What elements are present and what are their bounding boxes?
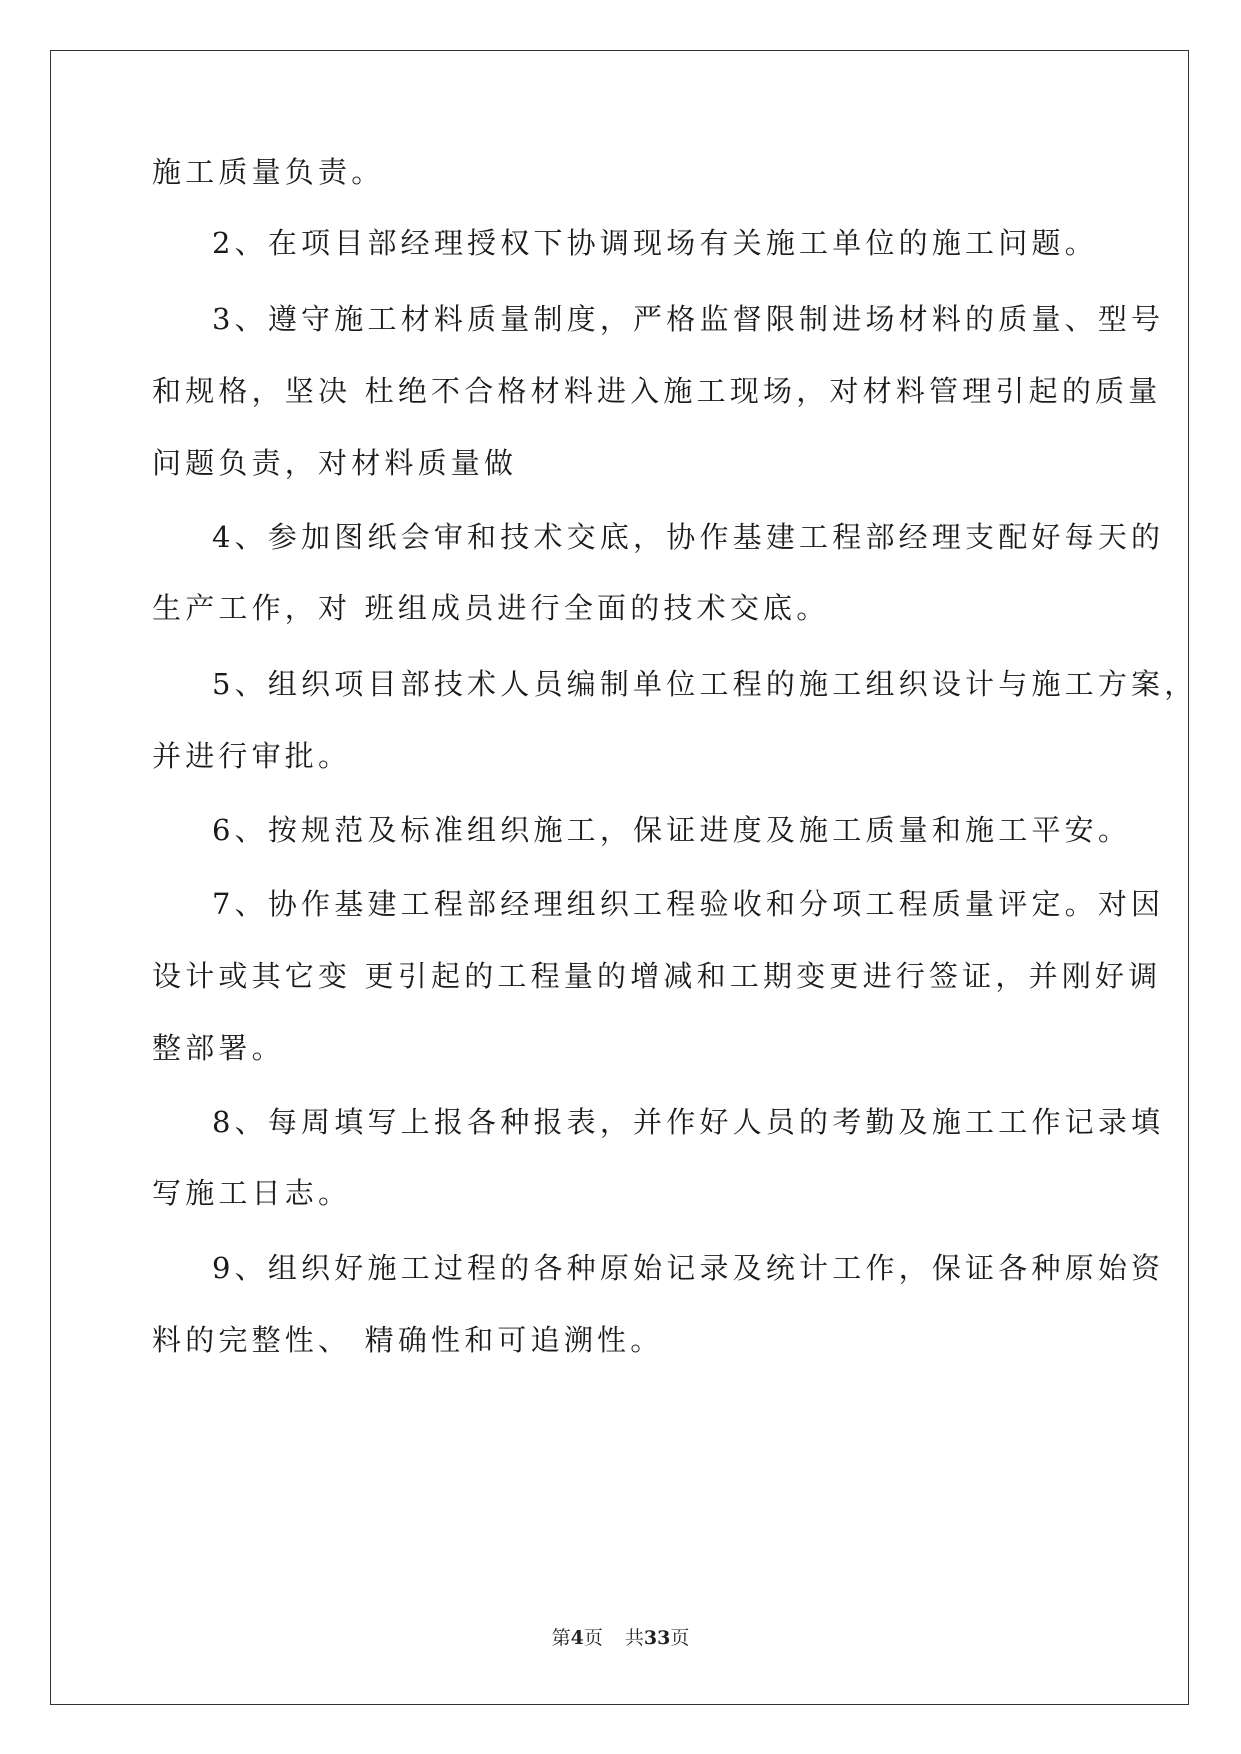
item-6-line-1: 6、按规范及标准组织施工，保证进度及施工质量和施工平安。 [212, 813, 1132, 847]
page-footer [0, 1626, 1241, 1650]
item-3-line-1: 3、遵守施工材料质量制度，严格监督限制进场材料的质量、型号 [212, 302, 1165, 336]
item-9-line-1: 9、组织好施工过程的各种原始记录及统计工作，保证各种原始资 [212, 1251, 1165, 1285]
item-3-line-3: 问题负责，对材料质量做 [152, 446, 518, 480]
item-2-line-1: 2、在项目部经理授权下协调现场有关施工单位的施工问题。 [212, 226, 1098, 260]
item-7-line-1: 7、协作基建工程部经理组织工程验收和分项工程质量评定。对因 [212, 887, 1165, 921]
footer-total-pages: 33 [643, 1627, 671, 1649]
item-5-line-2: 并进行审批。 [152, 739, 352, 773]
footer-page-prefix: 第 [551, 1627, 571, 1649]
footer-page-number: 4 [570, 1627, 584, 1649]
item-5-line-1: 5、组织项目部技术人员编制单位工程的施工组织设计与施工方案， [212, 667, 1198, 701]
footer-page-suffix: 页 [583, 1627, 603, 1649]
footer-total-suffix: 页 [670, 1627, 690, 1649]
footer-total-prefix: 共 [624, 1627, 644, 1649]
item-7-line-2: 设计或其它变 更引起的工程量的增减和工期变更进行签证，并刚好调 [152, 959, 1162, 993]
page-border [50, 50, 1189, 1705]
item-4-line-2: 生产工作，对 班组成员进行全面的技术交底。 [152, 591, 830, 625]
item-8-line-2: 写施工日志。 [152, 1176, 352, 1210]
item-7-line-3: 整部署。 [152, 1031, 285, 1065]
item-9-line-2: 料的完整性、 精确性和可追溯性。 [152, 1323, 664, 1357]
item-4-line-1: 4、参加图纸会审和技术交底，协作基建工程部经理支配好每天的 [212, 520, 1165, 554]
body-line-1: 施工质量负责。 [152, 155, 385, 189]
item-3-line-2: 和规格，坚决 杜绝不合格材料进入施工现场，对材料管理引起的质量 [152, 374, 1162, 408]
item-8-line-1: 8、每周填写上报各种报表，并作好人员的考勤及施工工作记录填 [212, 1105, 1165, 1139]
